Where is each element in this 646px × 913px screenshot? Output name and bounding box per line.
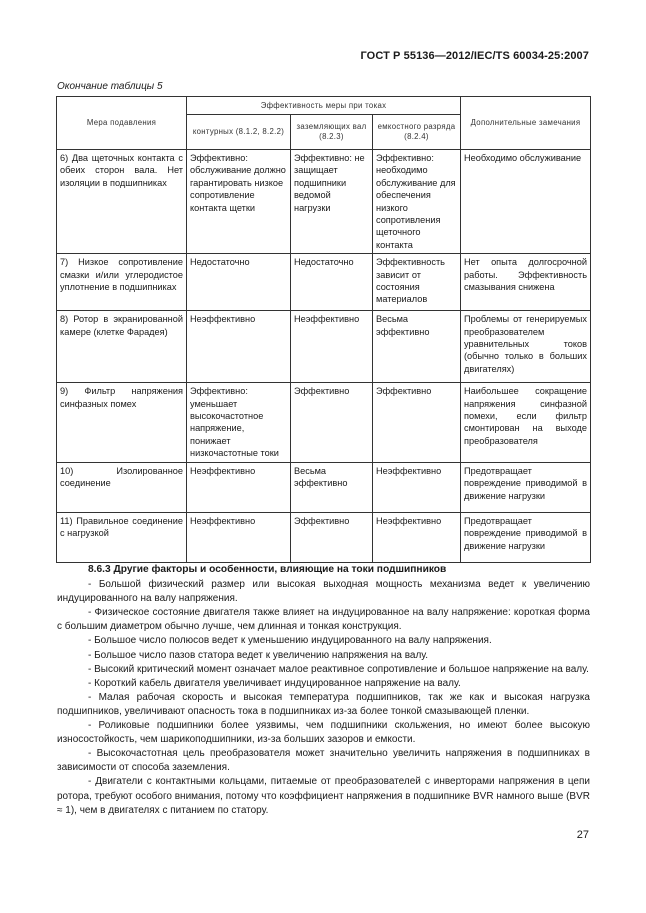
- cell-ground: Эффективно: не защищает подшипники ведомой нагрузки: [291, 150, 373, 254]
- cell-contour: Неэффективно: [187, 462, 291, 512]
- cell-capacitive: Весьма эффективно: [373, 311, 461, 383]
- paragraph: - Роликовые подшипники более уязвимы, чем подшипники скольжения, но имеют более высокую износостойкость, чем шарикоподшипники, из-за больших зазоров и емкости.: [57, 720, 590, 746]
- cell-measure: 8) Ротор в экранированной камере (клетке Фарадея): [57, 311, 187, 383]
- cell-ground: Недостаточно: [291, 254, 373, 311]
- cell-ground: Неэффективно: [291, 311, 373, 383]
- cell-extra: Нет опыта долгосрочной работы. Эффективность смазывания снижена: [461, 254, 591, 311]
- section-title: 8.6.3 Другие факторы и особенности, влияющие на токи подшипников: [88, 564, 447, 575]
- paragraph: - Короткий кабель двигателя увеличивает индуцированное напряжение на валу.: [88, 677, 461, 689]
- cell-measure: 6) Два щеточных контакта с обеих сторон вала. Нет изоляции в подшипниках: [57, 150, 187, 254]
- table-caption: Окончание таблицы 5: [57, 81, 163, 92]
- header-contour: контурных (8.1.2, 8.2.2): [187, 115, 291, 150]
- paragraph: - Двигатели с контактными кольцами, питаемые от преобразователей с инверторами напряжения в цепи ротора, требуют особого внимания, потому что коэффициент напряжения в подшипнике BVR намного выше (BVR ≈ 1), чем в двигателях с питанием по статору.: [57, 776, 590, 816]
- table-row: [57, 512, 591, 562]
- cell-measure: 9) Фильтр напряжения синфазных помех: [57, 383, 187, 462]
- page-header: ГОСТ Р 55136—2012/IEC/TS 60034-25:2007: [360, 50, 589, 62]
- header-ground: заземляющих вал (8.2.3): [291, 115, 373, 150]
- paragraph: - Высокочастотная цель преобразователя может значительно увеличить напряжения в подшипниках в зависимости от способа заземления.: [57, 748, 590, 774]
- table-row: [57, 311, 591, 383]
- header-measure: Мера подавления: [57, 97, 187, 150]
- paragraph: - Высокий критический момент означает малое реактивное сопротивление и большое напряжение на валу.: [88, 663, 589, 675]
- cell-extra: Наибольшее сокращение напряжения синфазной помехи, если фильтр смонтирован на выходе преобразователя: [461, 383, 591, 462]
- cell-contour: Эффективно: обслуживание должно гарантировать низкое сопротивление контакта щетки: [187, 150, 291, 254]
- cell-ground: Весьма эффективно: [291, 462, 373, 512]
- paragraph: - Большой физический размер или высокая выходная мощность механизма ведет к увеличению индуцированного на валу напряжения.: [57, 579, 590, 605]
- header-efficiency: Эффективность меры при токах: [187, 97, 461, 115]
- cell-contour: Эффективно: уменьшает высокочастотное напряжение, понижает низкочастотные токи: [187, 383, 291, 462]
- paragraph: - Большое число полюсов ведет к уменьшению индуцированного на валу напряжения.: [88, 635, 492, 647]
- cell-measure: 7) Низкое сопротивление смазки и/или углеродистое уплотнение в подшипниках: [57, 254, 187, 311]
- table-row: [57, 462, 591, 512]
- cell-contour: Неэффективно: [187, 311, 291, 383]
- cell-capacitive: Эффективно: необходимо обслуживание для обеспечения низкого сопротивления щеточного контакта: [373, 150, 461, 254]
- cell-capacitive: Неэффективно: [373, 462, 461, 512]
- paragraph: - Большое число пазов статора ведет к увеличению напряжения на валу.: [88, 649, 429, 661]
- table-5: [56, 96, 591, 563]
- cell-extra: Предотвращает повреждение приводимой в движение нагрузки: [461, 462, 591, 512]
- paragraph: - Физическое состояние двигателя также влияет на индуцированное на валу напряжение: короткая форма с большим диаметром обычно лучше, чем длинная и тонкая конструкция.: [57, 607, 590, 633]
- cell-contour: Неэффективно: [187, 512, 291, 562]
- header-extra: Дополнительные замечания: [461, 97, 591, 150]
- cell-extra: Предотвращает повреждение приводимой в движение нагрузки: [461, 512, 591, 562]
- cell-capacitive: Эффективно: [373, 383, 461, 462]
- cell-capacitive: Неэффективно: [373, 512, 461, 562]
- cell-extra: Необходимо обслуживание: [461, 150, 591, 254]
- table-row: [57, 150, 591, 254]
- header-capacitive: емкостного разряда (8.2.4): [373, 115, 461, 150]
- cell-extra: Проблемы от генерируемых преобразователем уравнительных токов (обычно только в больших двигателях): [461, 311, 591, 383]
- page-number: 27: [576, 829, 589, 841]
- table-row: [57, 254, 591, 311]
- cell-capacitive: Эффективность зависит от состояния материалов: [373, 254, 461, 311]
- table-row: [57, 383, 591, 462]
- paragraph: - Малая рабочая скорость и высокая температура подшипников, так же как и высокая нагрузка подшипников, увеличивают опасность тока в подшипниках из-за более тонкой смазывающей пленки.: [57, 691, 590, 717]
- cell-ground: Эффективно: [291, 512, 373, 562]
- cell-measure: 11) Правильное соединение с нагрузкой: [57, 512, 187, 562]
- cell-contour: Недостаточно: [187, 254, 291, 311]
- cell-ground: Эффективно: [291, 383, 373, 462]
- section-body: [57, 563, 590, 818]
- cell-measure: 10) Изолированное соединение: [57, 462, 187, 512]
